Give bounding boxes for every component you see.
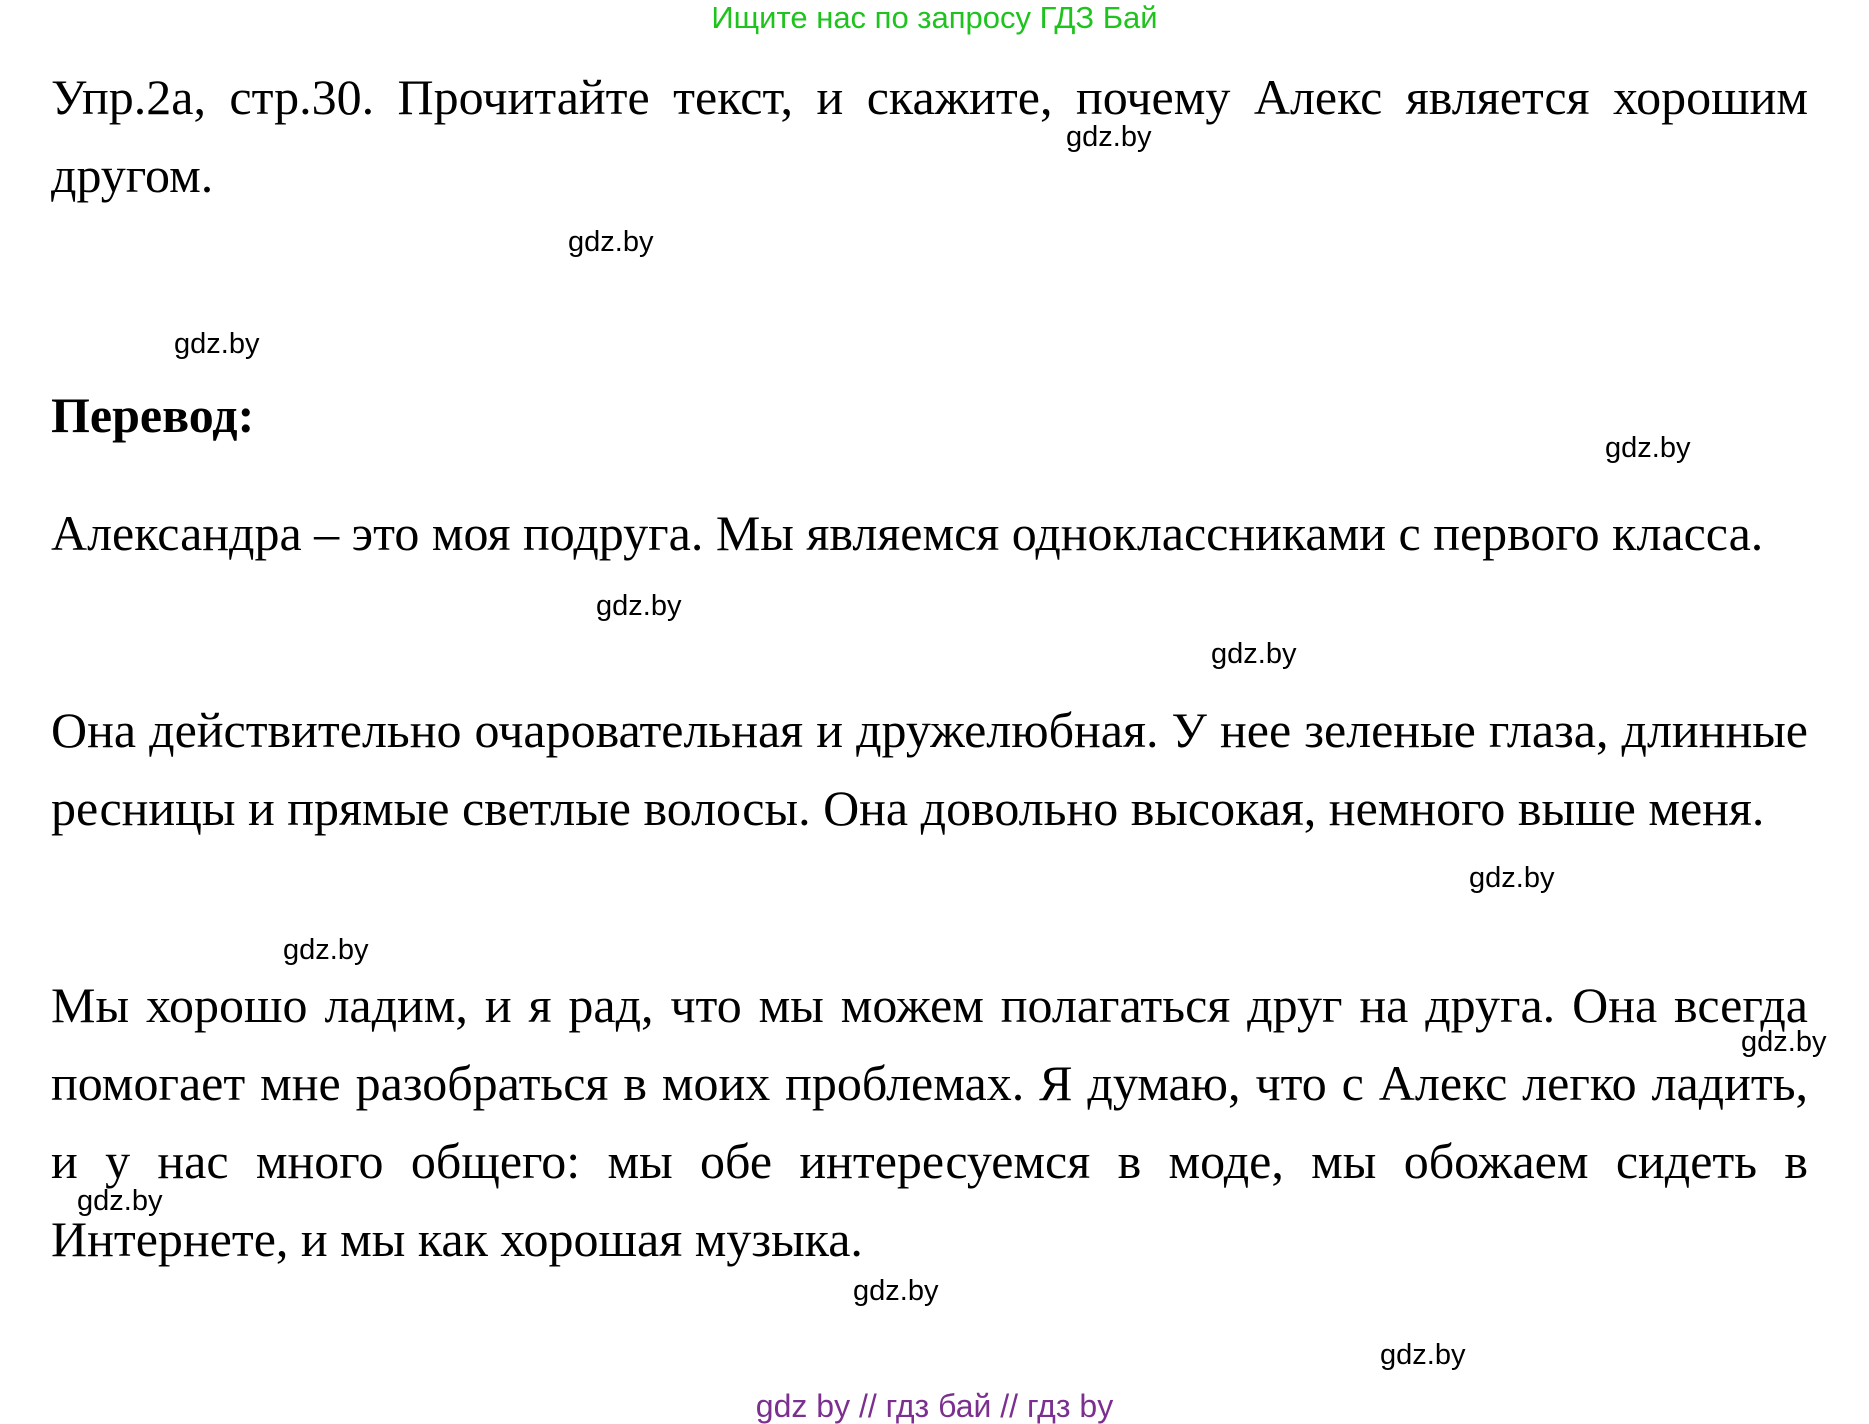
watermark: gdz.by	[596, 590, 682, 622]
watermark: gdz.by	[174, 328, 260, 360]
footer-links: gdz by // гдз бай // гдз by	[755, 1388, 1114, 1424]
watermark: gdz.by	[853, 1275, 939, 1307]
watermark: gdz.by	[1211, 638, 1297, 670]
paragraph-1: Александра – это моя подруга. Мы являемся одноклассниками с первого класса.	[51, 505, 1764, 561]
watermark: gdz.by	[77, 1185, 163, 1217]
task-text: Упр.2а, стр.30. Прочитайте текст, и скажите, почему Алекс является хорошим другом.	[51, 69, 1808, 203]
top-banner: Ищите нас по запросу ГДЗ Бай	[711, 0, 1158, 35]
watermark: gdz.by	[1066, 121, 1152, 153]
watermark: gdz.by	[1605, 432, 1691, 464]
paragraph-2: Она действительно очаровательная и дружелюбная. У нее зеленые глаза, длинные ресницы и прямые светлые волосы. Она довольно высокая, немного выше меня.	[51, 702, 1808, 836]
watermark: gdz.by	[568, 226, 654, 258]
watermark: gdz.by	[1741, 1026, 1827, 1058]
watermark: gdz.by	[1469, 862, 1555, 894]
translation-heading: Перевод:	[51, 387, 255, 443]
watermark: gdz.by	[1380, 1339, 1466, 1371]
watermark: gdz.by	[283, 934, 369, 966]
paragraph-3: Мы хорошо ладим, и я рад, что мы можем полагаться друг на друга. Она всегда помогает мне разобраться в моих проблемах. Я думаю, что с Алекс легко ладить, и у нас много общего: мы обе интересуемся в моде, мы обожаем сидеть в Интернете, и мы как хорошая музыка.	[51, 977, 1808, 1267]
